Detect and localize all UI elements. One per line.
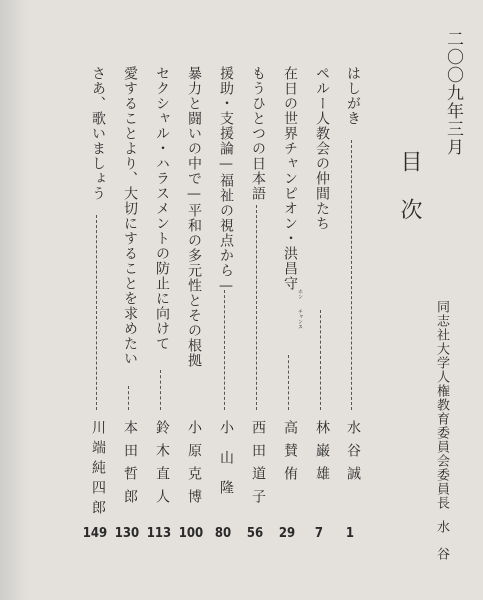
toc-entry-author: 林巌雄 xyxy=(314,420,330,489)
toc-entry-author: 本田哲郎 xyxy=(122,420,138,512)
leader-dots xyxy=(160,370,161,410)
toc-heading: 目次 xyxy=(397,150,422,246)
toc-entry-author: 高賛侑 xyxy=(282,420,298,489)
toc-entry-title: はしがき xyxy=(345,66,361,126)
toc-entry-page: 7 xyxy=(314,526,324,541)
leader-dots xyxy=(224,290,225,410)
toc-entry-page: 113 xyxy=(146,526,172,541)
toc-entry-author: 小山隆 xyxy=(218,420,234,510)
toc-entry-page: 130 xyxy=(114,526,140,541)
leader-dots xyxy=(128,386,129,410)
leader-dots xyxy=(320,310,321,410)
toc-entry-page: 149 xyxy=(82,526,108,541)
leader-dots xyxy=(288,355,289,410)
ruby-annotation: チャンス xyxy=(297,309,303,329)
toc-entry-page: 80 xyxy=(214,526,232,541)
toc-entry-title: さあ、歌いましょう xyxy=(90,66,106,201)
toc-entry-page: 100 xyxy=(178,526,204,541)
toc-entry-author: 鈴木直人 xyxy=(154,420,170,512)
signature-affiliation: 同志社大学人権教育委員会委員長 xyxy=(434,300,449,510)
leader-dots xyxy=(256,205,257,410)
leader-dots xyxy=(96,215,97,410)
date: 二〇〇九年三月 xyxy=(443,30,463,156)
signature-name: 水谷 xyxy=(434,520,449,574)
toc-entry-author: 川端純四郎 xyxy=(90,420,106,520)
toc-entry-page: 56 xyxy=(246,526,264,541)
toc-entry-page: 1 xyxy=(345,526,355,541)
toc-entry-title: ペルー人教会の仲間たち xyxy=(314,66,330,231)
toc-entry-author: 水谷誠 xyxy=(345,420,361,489)
toc-entry-title: 暴力と闘いの中で—平和の多元性とその根拠 xyxy=(186,66,202,368)
toc-entry-author: 小原克博 xyxy=(186,420,202,512)
toc-entry-title: セクシャル・ハラスメントの防止に向けて xyxy=(154,66,170,351)
toc-entry-title: 援助・支援論—福祉の視点から— xyxy=(218,66,234,295)
leader-dots xyxy=(351,140,352,410)
toc-entry-title: 在日の世界チャンピオン・洪昌守 xyxy=(282,66,298,291)
toc-entry-page: 29 xyxy=(278,526,296,541)
ruby-annotation: ホン xyxy=(297,289,303,299)
toc-entry-author: 西田道子 xyxy=(250,420,266,512)
toc-entry-title: もうひとつの日本語 xyxy=(250,66,266,201)
toc-entry-title: 愛することより、大切にすることを求めたい xyxy=(122,66,138,366)
